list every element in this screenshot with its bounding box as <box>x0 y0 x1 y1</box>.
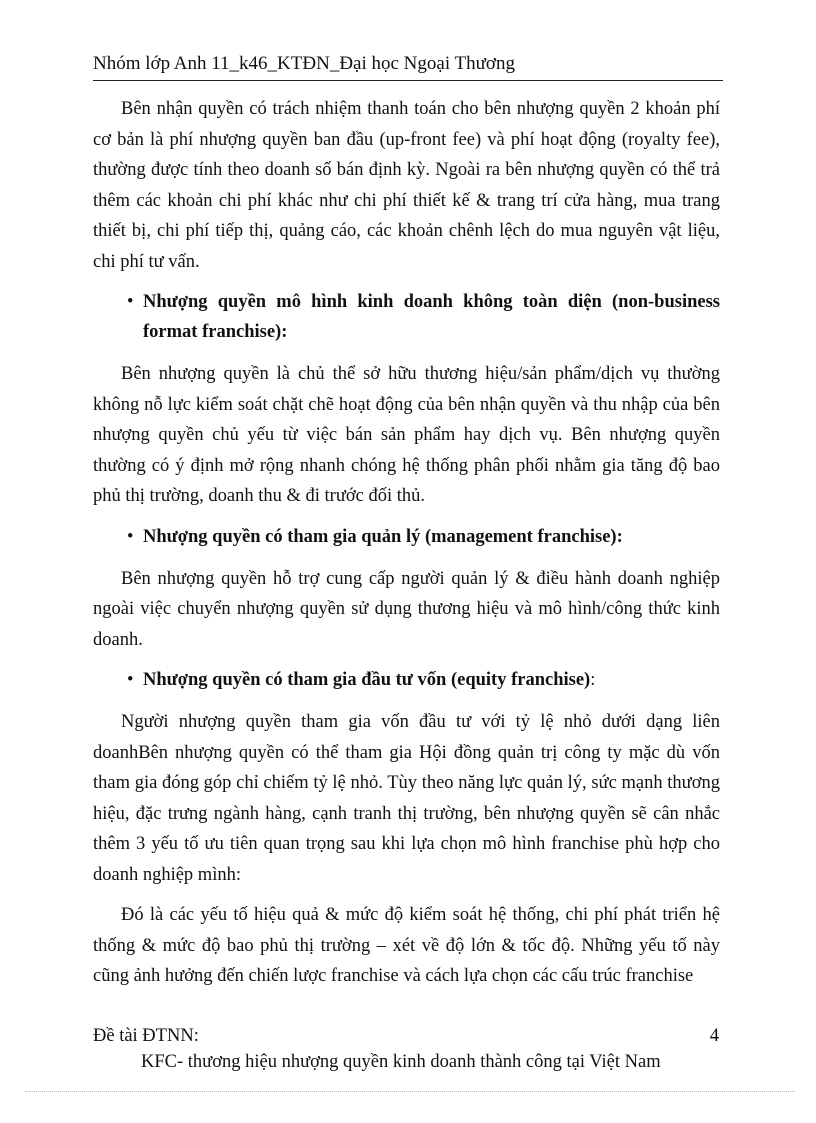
bullet-heading <box>93 287 720 347</box>
bullet-heading-text: Nhượng quyền có tham gia đầu tư vốn (equity franchise) <box>143 670 591 690</box>
paragraph: Đó là các yếu tố hiệu quả & mức độ kiểm soát hệ thống, chi phí phát triển hệ thống & mức độ bao phủ thị trường – xét về độ lớn & tốc độ. Những yếu tố này cũng ảnh hưởng đến chiến lược franchise và cách lựa chọn các cấu trúc franchise <box>93 905 720 986</box>
bullet-heading <box>93 522 720 552</box>
bullet-heading-colon: : <box>590 670 596 690</box>
page-footer <box>93 1023 723 1075</box>
bullet-heading <box>93 665 720 695</box>
bullet-dot-icon: • <box>127 670 134 690</box>
paragraph: Bên nhận quyền có trách nhiệm thanh toán cho bên nhượng quyền 2 khoản phí cơ bản là phí nhượng quyền ban đầu (up-front fee) và phí hoạt động (royalty fee), thường được tính theo doanh số bán định kỳ. Ngoài ra bên nhượng quyền có thể trả thêm các khoản chi phí khác như chi phí thiết kế & trang trí cửa hàng, mua trang thiết bị, chi phí tiếp thị, quảng cáo, các khoản chênh lệch do mua nguyên vật liệu, chi phí tư vấn. <box>93 99 720 272</box>
header-title: Nhóm lớp Anh 11_k46_KTĐN_Đại học Ngoại Thương <box>93 53 515 74</box>
bullet-dot-icon: • <box>127 526 134 547</box>
page-header <box>93 52 723 81</box>
footer-subtitle: KFC- thương hiệu nhượng quyền kinh doanh thành công tại Việt Nam <box>141 1052 661 1072</box>
document-body <box>93 94 720 1002</box>
page-number: 4 <box>709 1026 719 1046</box>
paragraph: Bên nhượng quyền hỗ trợ cung cấp người quản lý & điều hành doanh nghiệp ngoài việc chuyển nhượng quyền sử dụng thương hiệu và mô hình/công thức kinh doanh. <box>93 568 720 650</box>
bullet-heading-text: Nhượng quyền mô hình kinh doanh không toàn diện (non-business format franchise): <box>143 292 720 342</box>
bullet-dot-icon: • <box>127 292 134 312</box>
footer-divider <box>25 1091 795 1092</box>
bullet-heading-text: Nhượng quyền có tham gia quản lý (management franchise): <box>143 526 623 547</box>
footer-label: Đề tài ĐTNN: <box>93 1026 199 1046</box>
paragraph: Người nhượng quyền tham gia vốn đầu tư với tỷ lệ nhỏ dưới dạng liên doanhBên nhượng quyền có thể tham gia Hội đồng quản trị công ty mặc dù vốn tham gia đóng góp chỉ chiếm tỷ lệ nhỏ. Tùy theo năng lực quản lý, sức mạnh thương hiệu, đặc trưng ngành hàng, cạnh tranh thị trường, bên nhượng quyền sẽ cân nhắc thêm 3 yếu tố ưu tiên quan trọng sau khi lựa chọn mô hình franchise phù hợp cho doanh nghiệp mình: <box>93 712 720 885</box>
paragraph: Bên nhượng quyền là chủ thể sở hữu thương hiệu/sản phẩm/dịch vụ thường không nỗ lực kiểm soát chặt chẽ hoạt động của bên nhận quyền và thu nhập của bên nhượng quyền chủ yếu từ việc bán sản phẩm hay dịch vụ. Bên nhượng quyền thường có ý định mở rộng nhanh chóng hệ thống phân phối nhằm gia tăng độ bao phủ thị trường, doanh thu & đi trước đối thủ. <box>93 364 720 506</box>
